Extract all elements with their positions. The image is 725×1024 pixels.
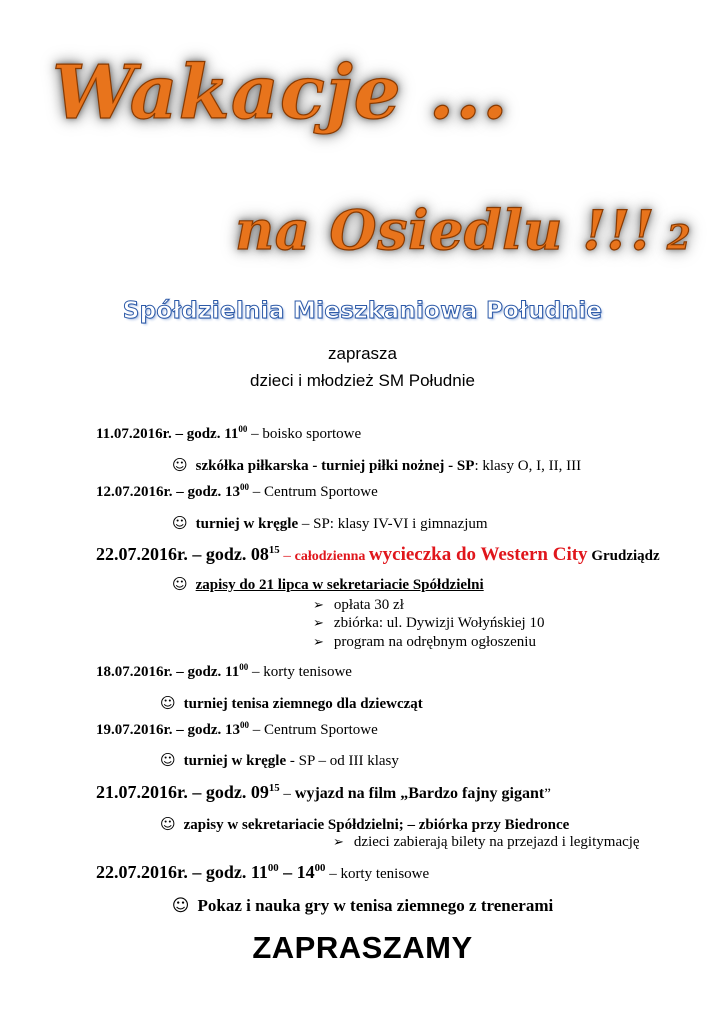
event-date-text: 19.07.2016r. – godz. 13 — [96, 722, 241, 738]
event-place: Grudziądz — [587, 548, 660, 564]
event-detail-rest: : klasy O, I, II, III — [474, 458, 582, 474]
title-na-osiedlu — [235, 198, 691, 262]
event-date-4 — [96, 664, 352, 681]
arrow-icon: ➢ — [313, 598, 324, 613]
event-detail-bold: turniej tenisa ziemnego dla dziewcząt — [183, 696, 423, 712]
event-detail-bold: turniej w kręgle — [195, 516, 299, 532]
event-time-sup: 15 — [268, 544, 280, 556]
event-highlight-small: całodzienna — [294, 549, 369, 564]
arrow-icon: ➢ — [333, 835, 344, 850]
event-detail-bold: zapisy w sekretariacie Spółdzielni; – zbiórka przy Biedronce — [183, 817, 570, 833]
smiley-icon: ☺ — [172, 456, 188, 474]
bullet-item — [313, 634, 536, 651]
event-detail-rest: – SP: klasy IV-VI i gimnazjum — [298, 516, 488, 532]
arrow-icon: ➢ — [313, 635, 324, 650]
bullet-text: opłata 30 zł — [333, 597, 404, 613]
event-date-text: 22.07.2016r. – godz. 11 — [96, 862, 268, 882]
event-detail-4 — [160, 694, 423, 713]
organization-name: Spółdzielnia Mieszkaniowa Południe — [122, 298, 603, 324]
event-time-end: – 14 — [278, 862, 315, 882]
event-film: wyjazd na film „Bardzo fajny gigant — [290, 785, 545, 802]
event-date-2 — [96, 484, 378, 501]
event-date-3 — [96, 544, 660, 566]
event-time-sup: 00 — [240, 720, 250, 730]
event-time-sup: 00 — [240, 482, 250, 492]
event-date-text: 11.07.2016r. – godz. 11 — [96, 426, 239, 442]
event-detail-bold: Pokaz i nauka gry w tenisa ziemnego z trenerami — [197, 896, 554, 915]
event-date-text: 22.07.2016r. – godz. 08 — [96, 544, 269, 564]
title-number: 2 — [666, 218, 691, 258]
smiley-icon: ☺ — [171, 896, 190, 916]
smiley-icon: ☺ — [172, 575, 188, 593]
event-place: – korty tenisowe — [248, 664, 352, 680]
event-detail-6 — [160, 815, 569, 834]
event-quote: ” — [544, 786, 551, 802]
title-wakacje: Wakacje ... — [52, 50, 509, 136]
event-detail-rest: - SP – od III klasy — [286, 753, 399, 769]
event-date-5 — [96, 722, 378, 739]
event-date-text: 21.07.2016r. – godz. 09 — [96, 782, 269, 802]
event-time-sup: 00 — [267, 862, 279, 874]
event-date-1 — [96, 426, 361, 443]
event-date-text: 18.07.2016r. – godz. 11 — [96, 664, 240, 680]
event-detail-bold: turniej w kręgle — [183, 753, 287, 769]
bullet-item — [313, 615, 544, 632]
event-detail-7 — [0, 896, 725, 916]
smiley-icon: ☺ — [160, 751, 176, 769]
invite-line-1: zaprasza — [328, 344, 397, 363]
event-place: – boisko sportowe — [247, 426, 362, 442]
event-time-sup: 00 — [239, 662, 249, 672]
event-detail-bold: zapisy do 21 lipca w sekretariacie Spółdzielni — [195, 577, 484, 593]
title-na-osiedlu-text: na Osiedlu !!! — [235, 198, 655, 262]
smiley-icon: ☺ — [172, 514, 188, 532]
bullet-item — [333, 834, 640, 851]
event-detail-3 — [172, 575, 484, 594]
event-date-7 — [96, 862, 429, 883]
bullet-text: zbiórka: ul. Dywizji Wołyńskiej 10 — [333, 615, 545, 631]
bullet-text: program na odrębnym ogłoszeniu — [333, 634, 536, 650]
event-highlight-trip: wycieczka do Western City — [368, 544, 588, 565]
event-detail-bold: szkółka piłkarska - turniej piłki nożnej - SP — [195, 458, 475, 474]
event-time-sup: 15 — [268, 782, 280, 794]
event-place: – Centrum Sportowe — [249, 484, 378, 500]
event-time-sup: 00 — [314, 862, 326, 874]
event-time-sup: 00 — [238, 424, 248, 434]
event-date-text: 12.07.2016r. – godz. 13 — [96, 484, 241, 500]
event-dash: – — [279, 548, 295, 564]
event-detail-2 — [172, 514, 488, 533]
smiley-icon: ☺ — [160, 815, 176, 833]
invite-line-2: dzieci i młodzież SM Południe — [250, 371, 475, 390]
bullet-item — [313, 597, 404, 614]
bullet-text: dzieci zabierają bilety na przejazd i legitymację — [353, 834, 640, 850]
event-date-6 — [96, 782, 551, 803]
event-place: – korty tenisowe — [325, 866, 430, 882]
closing-invitation: ZAPRASZAMY — [252, 930, 473, 965]
event-dash: – — [279, 786, 291, 802]
event-detail-1 — [172, 456, 581, 475]
smiley-icon: ☺ — [160, 694, 176, 712]
arrow-icon: ➢ — [313, 616, 324, 631]
event-detail-5 — [160, 751, 399, 770]
event-place: – Centrum Sportowe — [249, 722, 378, 738]
